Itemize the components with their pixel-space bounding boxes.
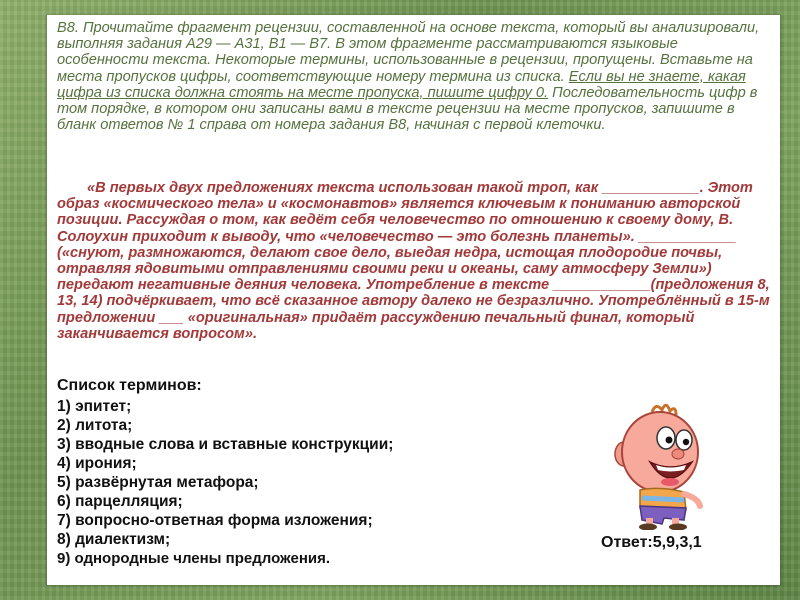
term-item: 3) вводные слова и вставные конструкции; <box>57 436 394 453</box>
term-item: 7) вопросно-ответная форма изложения; <box>57 512 373 529</box>
term-item: 4) ирония; <box>57 455 137 472</box>
task-instructions <box>57 20 772 133</box>
task-text-part2: Последовательность цифр в том порядке, в котором они записаны вами в тексте рецензии на месте пропусков, запишите в бланк ответов № 1 справа от номера задания В8, начиная с первой клеточки. <box>57 84 758 134</box>
review-fragment: «В первых двух предложениях текста использован такой троп, как ____________. Этот образ «космического тела» и «космонавтов» является ключевым к пониманию авторской позиции. Рассуждая о том, как ведёт себя человечество по отношению к своему дому, В. Солоухин приходит к выводу, что «человечество — это болезнь планеты». ____________ («снуют, размножаются, делают свое дело, выедая недра, истощая плодородие почвы, отравляя ядовитыми отправлениями своими реки и океаны, саму атмосферу Земли») передают негативные деяния человека. Употребление в тексте ____________(предложения 8, 13, 14) подчёркивает, что всё сказанное автору далеко не безразлично. Употреблённый в 15-м предложении ___ «оригинальная» придаёт рассуждению печальный финал, который заканчивается вопросом». <box>57 180 770 342</box>
term-item: 9) однородные члены предложения. <box>57 550 331 567</box>
term-item: 1) эпитет; <box>57 398 132 415</box>
task-text-part1: В8. Прочитайте фрагмент рецензии, составленной на основе текста, который вы анализировали, выполняя задания А29 — А31, В1 — В7. В этом фрагменте рассматриваются языковые особенности текста. Некоторые термины, использованные в рецензии, пропущены. Вставьте на места пропусков цифры, соответствующие номеру термина из списка. <box>57 20 760 85</box>
terms-list-title: Список терминов: <box>57 377 202 394</box>
term-item: 6) парцелляция; <box>57 493 183 510</box>
term-item: 2) литота; <box>57 417 133 434</box>
term-item: 8) диалектизм; <box>57 531 171 548</box>
term-item: 5) развёрнутая метафора; <box>57 474 259 491</box>
cartoon-boy-icon <box>600 402 720 530</box>
terms-list <box>57 397 393 568</box>
answer-text: Ответ:5,9,3,1 <box>601 534 702 551</box>
task-text-underlined: Если вы не знаете, какая цифра из списка должна стоять на месте пропуска, пишите цифру 0. <box>57 68 746 101</box>
